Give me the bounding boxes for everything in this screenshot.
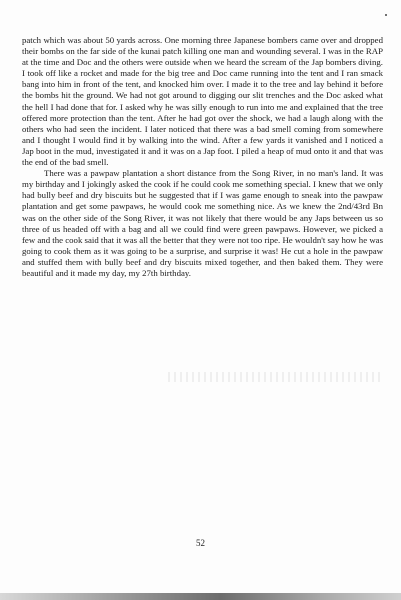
- page-number: 52: [196, 538, 205, 548]
- paragraph-pawpaw: There was a pawpaw plantation a short distance from the Song River, in no man's land. It was my birthday and I jokingly asked the cook if he could cook me something special. I knew that we only had bully beef and dry biscuits but he suggested that if I was game enough to sneak into the pawpaw plantation and get some pawpaws, he would cook me something nice. As we knew the 2nd/43rd Bn was on the other side of the Song River, it was not likely that there would be any Japs between us so three of us headed off with a bag and all we could find were green pawpaws. However, we picked a few and the cook said that it was all the better that they were not too ripe. He wouldn't say how he was going to cook them as it was going to be a surprise, and surprise it was! He cut a hole in the pawpaw and stuffed them with bully beef and dry biscuits mixed together, and then baked them. They were beautiful and it made my day, my 27th birthday.: [22, 168, 383, 278]
- body-text: [22, 35, 383, 279]
- scan-bottom-edge: [0, 593, 401, 600]
- paragraph-bombers: patch which was about 50 yards across. One morning three Japanese bombers came over and dropped their bombs on the far side of the kunai patch killing one man and wounding several. I was in the RAP at the time and Doc and the others were outside when we heard the scream of the Jap bombers diving. I took off like a rocket and made for the big tree and Doc came running into the tent and I ran smack bang into him in front of the tent, and knocked him over. I made it to the tree and lay behind it before the bombs hit the ground. We had not got around to digging our slit trenches and the Doc asked what the hell I had done that for. I asked why he was silly enough to run into me and explained that the tree offered more protection than the tent. After he had got over the shock, we had a laugh along with the others who had seen the incident. I later noticed that there was a bad smell coming from somewhere and I thought I would find it by walking into the wind. After a few yards it vanished and I noticed a Jap boot in the mud, investigated it and it was on a Jap foot. I piled a heap of mud onto it and that was the end of the bad smell.: [22, 35, 383, 168]
- scan-smudge: [168, 372, 382, 382]
- scan-speck: [385, 14, 387, 16]
